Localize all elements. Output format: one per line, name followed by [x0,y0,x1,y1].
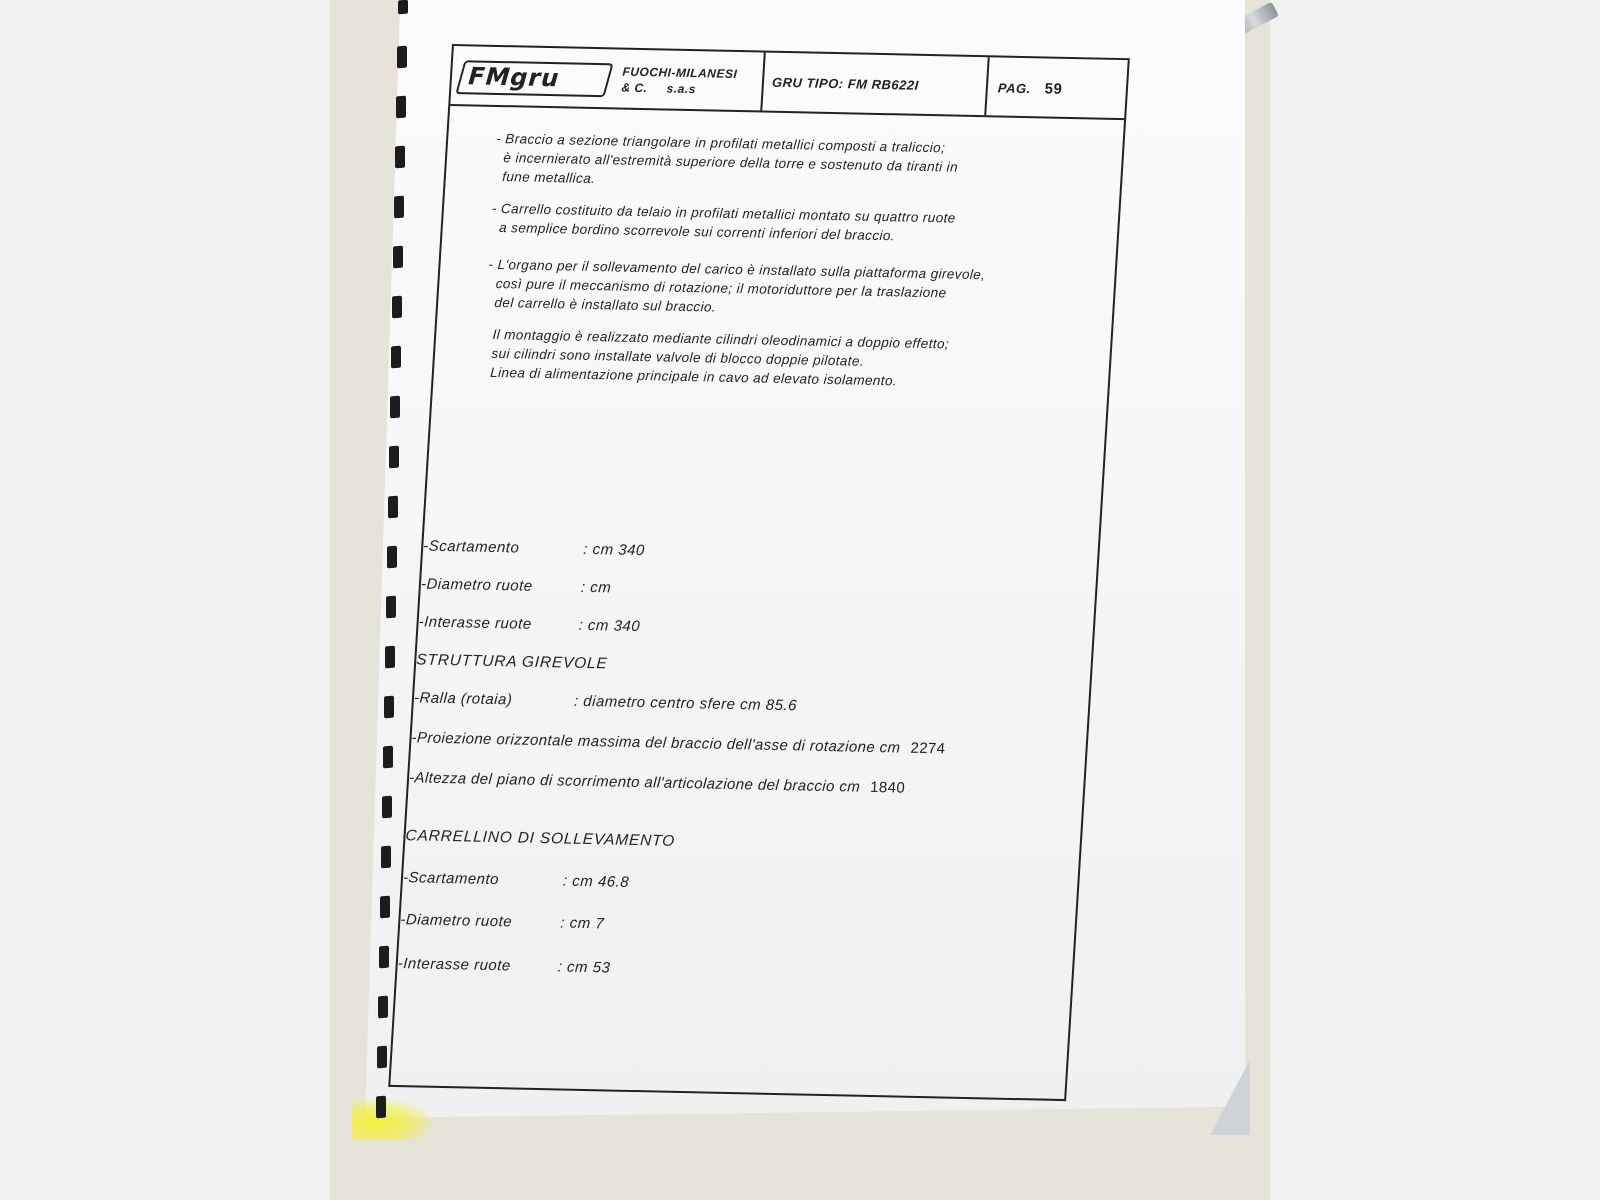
spec-label: -Interasse ruote [397,955,512,975]
spec-value: : cm 46.8 [562,872,630,891]
spec-value: : cm [580,578,612,597]
company-name [621,64,738,98]
spec-label: -Interasse ruote [418,613,533,633]
binding-hole [392,296,402,319]
binding-hole [377,1046,387,1069]
spec-value: : cm 340 [582,540,646,560]
binding-hole [386,596,396,619]
spec-row-altezza [409,769,906,796]
paragraph-organo: - L'organo per il sollevamento del carico è installato sulla piattaforma girevole, così pure il meccanismo di rotazione; il motoriduttore per la traslazione del carrello è installato sul braccio. [485,256,986,315]
binding-hole [376,1096,386,1119]
spec-value: : cm 340 [578,616,641,636]
page-label-text: PAG. [997,80,1032,97]
model-label: GRU TIPO: FM RB622I [771,74,920,93]
spec-label: -Scartamento [422,537,520,557]
binding-hole [385,646,395,669]
binding-hole [378,996,388,1019]
binding-hole [380,896,390,919]
spec-row [420,575,1081,606]
spec-row-ralla [413,689,1074,720]
spec-label: -Proiezione orizzontale massima del braccio dell'asse di rotazione cm [411,729,901,757]
binding-hole [382,796,392,819]
spec-row [423,538,1084,569]
binding-hole [383,746,393,769]
binding-hole [398,0,408,14]
binding-hole [387,546,397,569]
company-line-2: & C. s.a.s [621,80,697,97]
document-frame [388,44,1130,1101]
spec-row [402,869,1063,900]
section-heading-struttura: STRUTTURA GIREVOLE [415,651,609,673]
spec-value: : cm 7 [559,914,605,933]
spec-row [400,911,1061,942]
spec-label: -Ralla (rotaia) [413,689,513,709]
paragraph-carrello: - Carrello costituito da telaio in profilati metallici montato su quattro ruote a semplice bordino scorrevole sui correnti inferiori del braccio. [490,200,957,244]
spec-row [397,955,1058,986]
page-number: 59 [1044,80,1063,98]
spec-value: 2274 [909,739,946,758]
background-right [1270,0,1600,1200]
spec-row-proiezione [411,729,946,757]
binding-hole [384,696,394,719]
binding-hole [379,946,389,969]
spec-value: : cm 53 [557,958,611,977]
binding-hole [396,96,406,119]
spec-label: -Diametro ruote [399,911,513,931]
logo-cell [450,46,765,110]
binding-hole [390,396,400,419]
logo-text: FMgru [464,62,564,93]
company-line-1: FUOCHI-MILANESI [622,64,738,81]
binding-hole [388,496,398,519]
spec-value: : diametro centro sfere cm 85.6 [573,692,798,715]
binding-hole [394,196,404,219]
binding-hole [393,246,403,269]
page-cell [984,57,1128,118]
company-logo [455,60,613,97]
spec-label: -Scartamento [402,869,500,889]
binding-hole [391,346,401,369]
binding-hole [381,846,391,869]
section-heading-carrellino: CARRELLINO DI SOLLEVAMENTO [405,827,676,850]
spec-row [418,613,1079,644]
paragraph-braccio: - Braccio a sezione triangolare in profilati metallici composti a traliccio; è incernierato all'estremità superiore della torre e sostenuto da tiranti in fune metallica. [493,130,959,187]
spec-label: -Altezza del piano di scorrimento all'articolazione del braccio cm [408,769,861,796]
spec-value: 1840 [869,778,906,797]
model-cell [760,53,989,116]
spec-label: -Diametro ruote [420,575,534,595]
background-left [0,0,330,1200]
binding-hole [389,446,399,469]
paragraph-montaggio: Il montaggio è realizzato mediante cilindri oleodinamici a doppio effetto; sui cilindri sono installate valvole di blocco doppie pilotate. Linea di alimentazione principale in cavo ad elevato isolamento. [481,326,950,389]
page-label [997,79,1063,97]
binding-hole [395,146,405,169]
binding-hole [397,46,407,69]
document-header [450,46,1128,120]
